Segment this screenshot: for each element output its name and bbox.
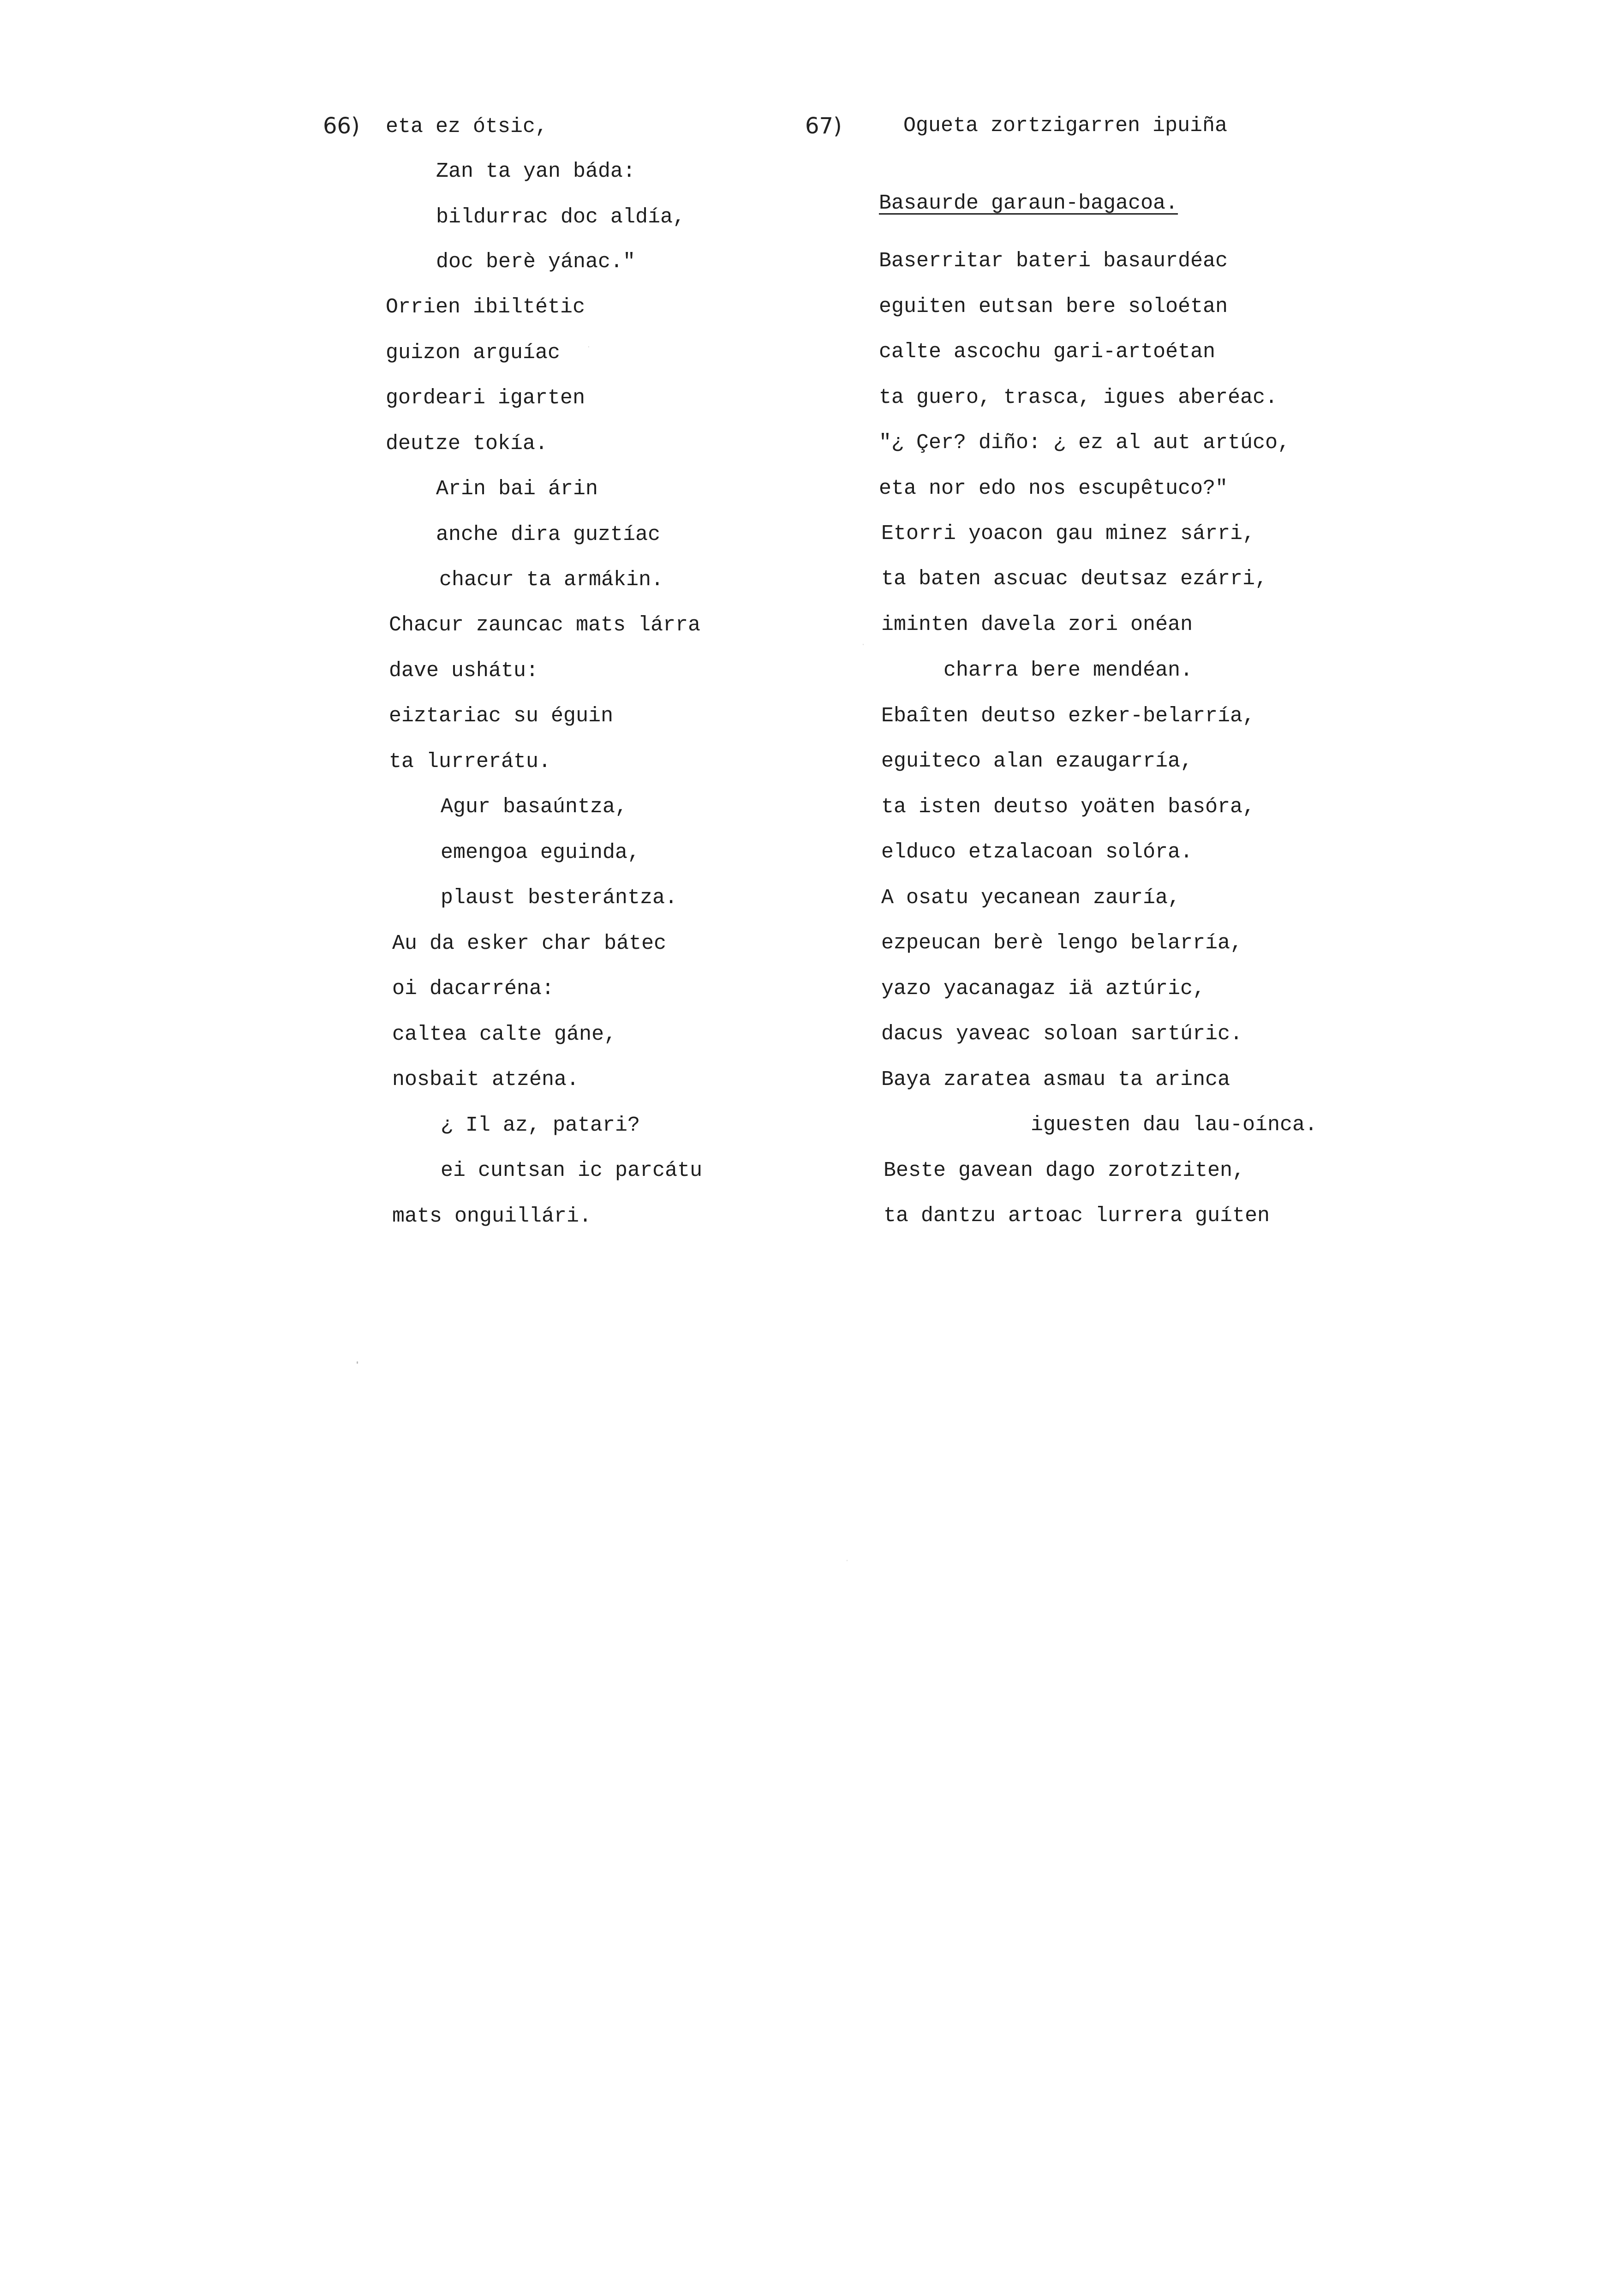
poem-line: Agur basaúntza, bbox=[441, 795, 628, 819]
poem-line: ta dantzu artoac lurrera guíten bbox=[884, 1204, 1270, 1228]
poem-line: anche dira guztíac bbox=[436, 523, 661, 546]
poem-line: Arin bai árin bbox=[436, 477, 598, 501]
poem-line: plaust besterántza. bbox=[441, 886, 678, 910]
poem-line: guizon arguíac bbox=[386, 341, 561, 365]
poem-line: ta baten ascuac deutsaz ezárri, bbox=[881, 567, 1268, 591]
poem-line: Au da esker char bátec bbox=[392, 932, 667, 955]
poem-number-67: 67) bbox=[805, 113, 842, 139]
scan-speck bbox=[588, 346, 589, 348]
poem-line: eguiteco alan ezaugarría, bbox=[881, 749, 1193, 773]
poem-line: emengoa eguinda, bbox=[441, 841, 640, 864]
poem-line: Zan ta yan báda: bbox=[436, 160, 636, 183]
poem-line: ta lurrerátu. bbox=[389, 750, 551, 773]
poem-line: ta guero, trasca, igues aberéac. bbox=[879, 386, 1278, 409]
poem-line: eguiten eutsan bere soloétan bbox=[879, 295, 1228, 318]
poem-line: A osatu yecanean zauría, bbox=[881, 886, 1181, 910]
poem-line: eta nor edo nos escupêtuco?" bbox=[879, 477, 1228, 500]
poem-line: dacus yaveac soloan sartúric. bbox=[881, 1022, 1243, 1046]
poem-title: Basaurde garaun-bagacoa. bbox=[879, 192, 1178, 215]
poem-line: Baserritar bateri basaurdéac bbox=[879, 249, 1228, 273]
poem-line: gordeari igarten bbox=[386, 386, 585, 410]
poem-line: deutze tokía. bbox=[386, 432, 548, 455]
poem-line: iguesten dau lau-oínca. bbox=[1031, 1113, 1318, 1137]
poem-line: eiztariac su éguin bbox=[389, 704, 614, 728]
poem-line: chacur ta armákin. bbox=[439, 568, 664, 592]
poem-line: oi dacarréna: bbox=[392, 977, 555, 1001]
poem-line: Chacur zauncac mats lárra bbox=[389, 613, 701, 637]
poem-line: ¿ Il az, patari? bbox=[441, 1114, 640, 1137]
poem-number-66: 66) bbox=[323, 113, 360, 139]
poem-line: ta isten deutso yoäten basóra, bbox=[881, 795, 1255, 819]
poem-line: eta ez ótsic, bbox=[386, 115, 548, 138]
poem-line: charra bere mendéan. bbox=[943, 659, 1193, 682]
poem-line: "¿ Çer? diño: ¿ ez al aut artúco, bbox=[879, 431, 1290, 455]
poem-line: Orrien ibiltétic bbox=[386, 295, 585, 319]
scan-speck bbox=[357, 1361, 358, 1364]
poem-line: elduco etzalacoan solóra. bbox=[881, 840, 1193, 864]
scan-speck bbox=[863, 644, 864, 645]
poem-line: calte ascochu gari-artoétan bbox=[879, 340, 1216, 364]
poem-line: ei cuntsan ic parcátu bbox=[441, 1159, 703, 1182]
poem-line: iminten davela zori onéan bbox=[881, 613, 1193, 636]
poem-heading: Ogueta zortzigarren ipuiña bbox=[903, 114, 1228, 138]
poem-line: Beste gavean dago zorotziten, bbox=[884, 1159, 1245, 1182]
poem-line: mats onguillári. bbox=[392, 1204, 592, 1228]
poem-line: bildurrac doc aldía, bbox=[436, 205, 686, 229]
poem-line: Baya zaratea asmau ta arinca bbox=[881, 1068, 1230, 1091]
scan-speck bbox=[847, 1560, 848, 1561]
poem-line: dave ushátu: bbox=[389, 659, 539, 683]
poem-line: nosbait atzéna. bbox=[392, 1068, 579, 1091]
poem-line: doc berè yánac." bbox=[436, 250, 636, 274]
poem-line: Ebaîten deutso ezker-belarría, bbox=[881, 704, 1255, 728]
poem-line: caltea calte gáne, bbox=[392, 1023, 617, 1046]
poem-line: ezpeucan berè lengo belarría, bbox=[881, 931, 1243, 955]
poem-line: Etorri yoacon gau minez sárri, bbox=[881, 522, 1255, 545]
poem-line: yazo yacanagaz iä aztúric, bbox=[881, 977, 1206, 1001]
